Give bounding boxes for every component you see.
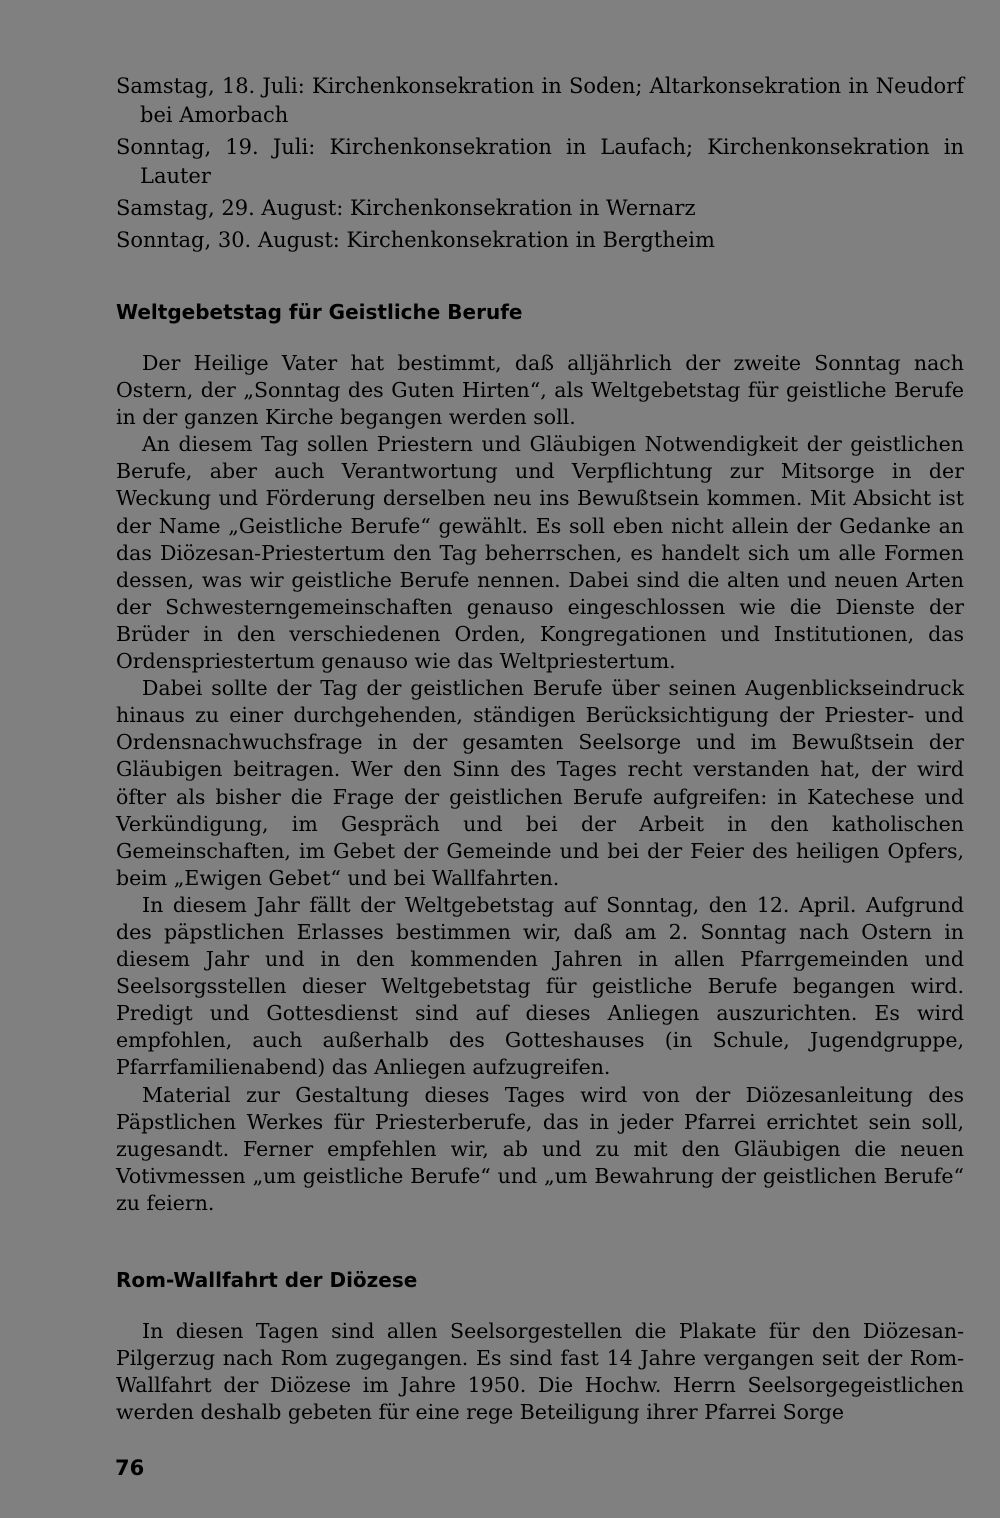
paragraph: In diesem Jahr fällt der Weltgebetstag auf Sonntag, den 12. April. Aufgrund des päpstlichen Erlasses bestimmen wir, daß am 2. Sonntag nach Ostern in diesem Jahr und in den kommenden Jahren in allen Pfarrgemeinden und Seelsorgsstellen dieser Weltgebetstag für geistliche Berufe begangen wird. Predigt und Gottesdienst sind auf dieses Anliegen auszurichten. Es wird empfohlen, auch außerhalb des Gotteshauses (in Schule, Jugendgruppe, Pfarrfamilienabend) das Anliegen aufzugreifen. — [116, 892, 964, 1080]
paragraph: In diesen Tagen sind allen Seelsorgestellen die Plakate für den Diözesan-Pilgerzug nach Rom zugegangen. Es sind fast 14 Jahre vergangen seit der Rom-Wallfahrt der Diözese im Jahre 1950. Die Hochw. Herrn Seelsorgegeistlichen werden deshalb gebeten für eine rege Beteiligung ihrer Pfarrei Sorge — [116, 1319, 964, 1425]
paragraph: Dabei sollte der Tag der geistlichen Berufe über seinen Augenblickseindruck hinaus zu einer durchgehenden, ständigen Berücksichtigung der Priester- und Ordensnachwuchsfrage in der gesamten Seelsorge und im Bewußtsein der Gläubigen beitragen. Wer den Sinn des Tages recht verstanden hat, der wird öfter als bisher die Frage der geistlichen Berufe aufgreifen: in Katechese und Verkündigung, im Gespräch und bei der Arbeit in den katholischen Gemeinschaften, im Gebet der Gemeinde und bei der Feier des heiligen Opfers, beim „Ewigen Gebet“ und bei Wallfahrten. — [116, 676, 964, 890]
schedule-entry: Samstag, 18. Juli: Kirchenkonsekration in Soden; Altarkonsekration in Neudorf bei Amorbach — [116, 74, 964, 127]
page-number: 76 — [115, 1456, 145, 1480]
section-heading-weltgebetstag: Weltgebetstag für Geistliche Berufe — [116, 300, 523, 324]
consecration-schedule — [116, 72, 964, 258]
schedule-entry: Sonntag, 19. Juli: Kirchenkonsekration in Laufach; Kirchenkonsekration in Lauter — [116, 135, 964, 188]
section-body-rom-wallfahrt — [116, 1318, 964, 1426]
paragraph: Material zur Gestaltung dieses Tages wird von der Diözesanleitung des Päpstlichen Werkes für Priesterberufe, das in jeder Pfarrei errichtet sein soll, zugesandt. Ferner empfehlen wir, ab und zu mit den Gläubigen die neuen Votivmessen „um geistliche Berufe“ und „um Bewahrung der geistlichen Berufe“ zu feiern. — [116, 1082, 964, 1215]
section-heading-rom-wallfahrt: Rom-Wallfahrt der Diözese — [116, 1268, 418, 1292]
schedule-entry: Samstag, 29. August: Kirchenkonsekration in Wernarz — [116, 196, 696, 220]
paragraph: An diesem Tag sollen Priestern und Gläubigen Notwendigkeit der geistlichen Berufe, aber auch Verantwortung und Verpflichtung zur Mitsorge in der Weckung und Förderung derselben neu ins Bewußtsein kommen. Mit Absicht ist der Name „Geistliche Berufe“ gewählt. Es soll eben nicht allein der Gedanke an das Diözesan-Priestertum den Tag beherrschen, es handelt sich um alle Formen dessen, was wir geistliche Berufe nennen. Dabei sind die alten und neuen Arten der Schwesterngemeinschaften genauso eingeschlossen wie die Dienste der Brüder in den verschiedenen Orden, Kongregationen und Institutionen, das Ordenspriestertum genauso wie das Weltpriestertum. — [116, 432, 964, 674]
section-body-weltgebetstag — [116, 350, 964, 1217]
paragraph: Der Heilige Vater hat bestimmt, daß alljährlich der zweite Sonntag nach Ostern, der „Sonntag des Guten Hirten“, als Weltgebetstag für geistliche Berufe in der ganzen Kirche begangen werden soll. — [116, 351, 964, 430]
schedule-entry: Sonntag, 30. August: Kirchenkonsekration in Bergtheim — [116, 228, 715, 252]
